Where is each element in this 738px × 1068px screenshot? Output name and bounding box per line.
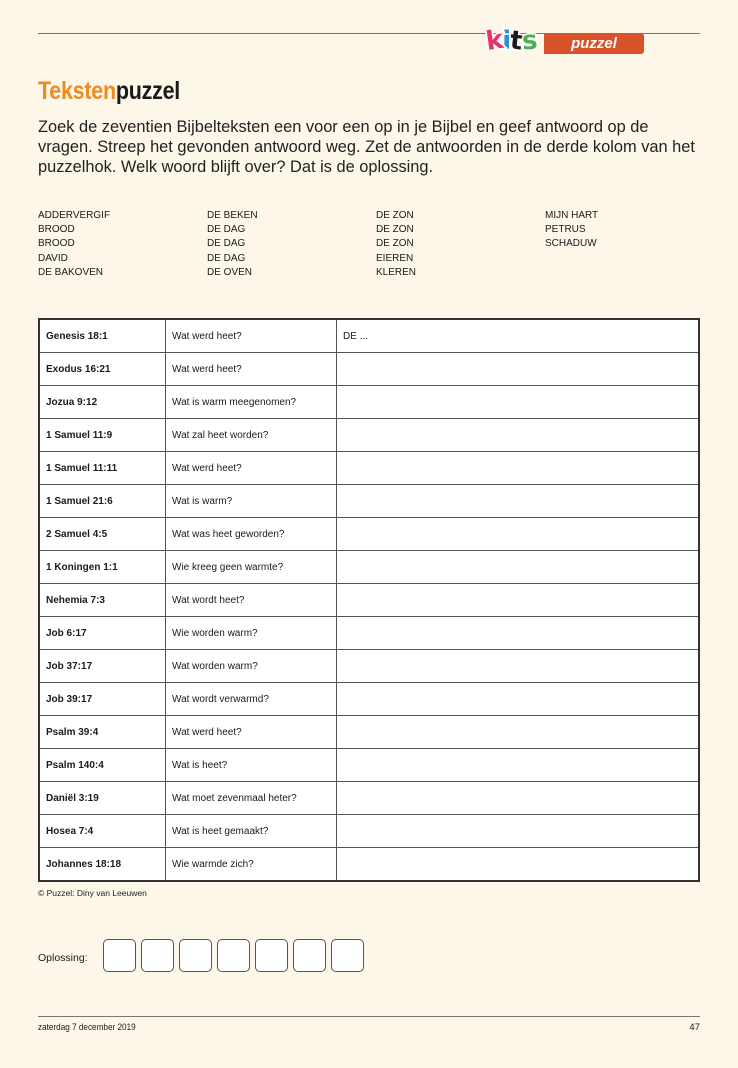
word-item: DE ZON <box>376 210 414 221</box>
table-row <box>39 617 699 650</box>
answer-cell[interactable] <box>337 749 700 782</box>
word-item: DE DAG <box>207 252 246 264</box>
question-cell: Wie kreeg geen warmte? <box>166 551 337 584</box>
puzzle-table <box>38 318 700 882</box>
question-cell: Wat wordt heet? <box>166 584 337 617</box>
answer-cell[interactable] <box>337 650 700 683</box>
answer-cell[interactable] <box>337 716 700 749</box>
title-part-orange: Teksten <box>38 77 116 105</box>
bible-reference-cell: Genesis 18:1 <box>39 319 166 353</box>
solution-letter-box[interactable] <box>331 939 364 972</box>
intro-text: Zoek de zeventien Bijbelteksten een voor een op in je Bijbel en geef antwoord op de vragen. Streep het gevonden antwoord weg. Zet de antwoorden in de derde kolom van het puzzelhok. Welk woord blijft over? Dat is de oplossing. <box>38 118 695 176</box>
question-cell: Wat werd heet? <box>166 319 337 353</box>
table-row <box>39 419 699 452</box>
word-item: DE ZON <box>376 224 414 236</box>
question-cell: Wat was heet geworden? <box>166 518 337 551</box>
answer-cell[interactable] <box>337 452 700 485</box>
word-item: MIJN HART <box>545 210 599 221</box>
word-column-1 <box>38 209 110 280</box>
bible-reference-cell: 1 Samuel 21:6 <box>39 485 166 518</box>
table-row <box>39 683 699 716</box>
word-column-2 <box>207 209 258 280</box>
bible-reference-cell: Job 37:17 <box>39 650 166 683</box>
question-cell: Wie warmde zich? <box>166 848 337 882</box>
table-row <box>39 848 699 882</box>
question-cell: Wat werd heet? <box>166 716 337 749</box>
solution-letter-box[interactable] <box>103 939 136 972</box>
bible-reference-cell: Nehemia 7:3 <box>39 584 166 617</box>
title-part-dark: puzzel <box>115 77 181 105</box>
question-cell: Wat moet zevenmaal heter? <box>166 782 337 815</box>
table-row <box>39 716 699 749</box>
answer-cell[interactable] <box>337 683 700 716</box>
solution-letter-box[interactable] <box>255 939 288 972</box>
solution-letter-box[interactable] <box>179 939 212 972</box>
bible-reference-cell: Jozua 9:12 <box>39 386 166 419</box>
question-cell: Wat werd heet? <box>166 353 337 386</box>
question-cell: Wat is heet gemaakt? <box>166 815 337 848</box>
word-item: DE OVEN <box>207 266 253 278</box>
page-number: 47 <box>689 1022 700 1033</box>
table-row <box>39 353 699 386</box>
question-cell: Wat is heet? <box>166 749 337 782</box>
table-row <box>39 386 699 419</box>
answer-cell[interactable]: DE ... <box>337 319 700 353</box>
kits-logo: kits <box>483 25 538 57</box>
table-row <box>39 551 699 584</box>
bible-reference-cell: Hosea 7:4 <box>39 815 166 848</box>
bible-reference-cell: Job 6:17 <box>39 617 166 650</box>
word-item: SCHADUW <box>545 238 597 250</box>
word-item: KLEREN <box>376 266 417 278</box>
question-cell: Wat is warm? <box>166 485 337 518</box>
bible-reference-cell: 1 Samuel 11:11 <box>39 452 166 485</box>
answer-cell[interactable] <box>337 386 700 419</box>
bible-reference-cell: 1 Samuel 11:9 <box>39 419 166 452</box>
bottom-rule <box>38 1016 700 1017</box>
question-cell: Wat worden warm? <box>166 650 337 683</box>
page-title <box>38 76 180 106</box>
answer-cell[interactable] <box>337 782 700 815</box>
solution-letter-box[interactable] <box>141 939 174 972</box>
solution-label: Oplossing: <box>38 952 88 964</box>
word-item: EIEREN <box>376 252 414 264</box>
answer-cell[interactable] <box>337 617 700 650</box>
table-row <box>39 485 699 518</box>
solution-letter-box[interactable] <box>217 939 250 972</box>
word-item: DE ZON <box>376 238 414 250</box>
word-column-3 <box>376 209 416 280</box>
word-item: PETRUS <box>545 224 586 236</box>
bible-reference-cell: Daniël 3:19 <box>39 782 166 815</box>
puzzel-tag: puzzel <box>544 33 644 54</box>
word-item: DE DAG <box>207 238 246 250</box>
answer-cell[interactable] <box>337 353 700 386</box>
table-row <box>39 518 699 551</box>
answer-cell[interactable] <box>337 551 700 584</box>
word-item: DE BEKEN <box>207 210 258 221</box>
kits-puzzel-badge <box>483 25 646 64</box>
credit: © Puzzel: Diny van Leeuwen <box>38 888 147 898</box>
answer-cell[interactable] <box>337 518 700 551</box>
table-row <box>39 650 699 683</box>
solution-letter-box[interactable] <box>293 939 326 972</box>
word-item: DE DAG <box>207 224 246 236</box>
bible-reference-cell: Job 39:17 <box>39 683 166 716</box>
bible-reference-cell: Johannes 18:18 <box>39 848 166 882</box>
answer-cell[interactable] <box>337 815 700 848</box>
answer-cell[interactable] <box>337 485 700 518</box>
table-row <box>39 584 699 617</box>
table-row <box>39 815 699 848</box>
question-cell: Wat zal heet worden? <box>166 419 337 452</box>
question-cell: Wie worden warm? <box>166 617 337 650</box>
table-row <box>39 749 699 782</box>
word-item: DAVID <box>38 252 68 264</box>
answer-cell[interactable] <box>337 584 700 617</box>
footer-date: zaterdag 7 december 2019 <box>38 1022 136 1033</box>
answer-cell[interactable] <box>337 848 700 882</box>
table-row <box>39 782 699 815</box>
table-row <box>39 319 699 353</box>
question-cell: Wat wordt verwarmd? <box>166 683 337 716</box>
word-item: BROOD <box>38 238 75 250</box>
bible-reference-cell: Psalm 39:4 <box>39 716 166 749</box>
bible-reference-cell: Exodus 16:21 <box>39 353 166 386</box>
word-item: BROOD <box>38 224 75 236</box>
bible-reference-cell: 2 Samuel 4:5 <box>39 518 166 551</box>
question-cell: Wat is warm meegenomen? <box>166 386 337 419</box>
word-item: DE BAKOVEN <box>38 266 104 278</box>
question-cell: Wat werd heet? <box>166 452 337 485</box>
word-list <box>38 209 702 281</box>
word-item: ADDERVERGIF <box>38 210 111 221</box>
bible-reference-cell: 1 Koningen 1:1 <box>39 551 166 584</box>
bible-reference-cell: Psalm 140:4 <box>39 749 166 782</box>
table-row <box>39 452 699 485</box>
answer-cell[interactable] <box>337 419 700 452</box>
word-column-4 <box>545 209 598 252</box>
